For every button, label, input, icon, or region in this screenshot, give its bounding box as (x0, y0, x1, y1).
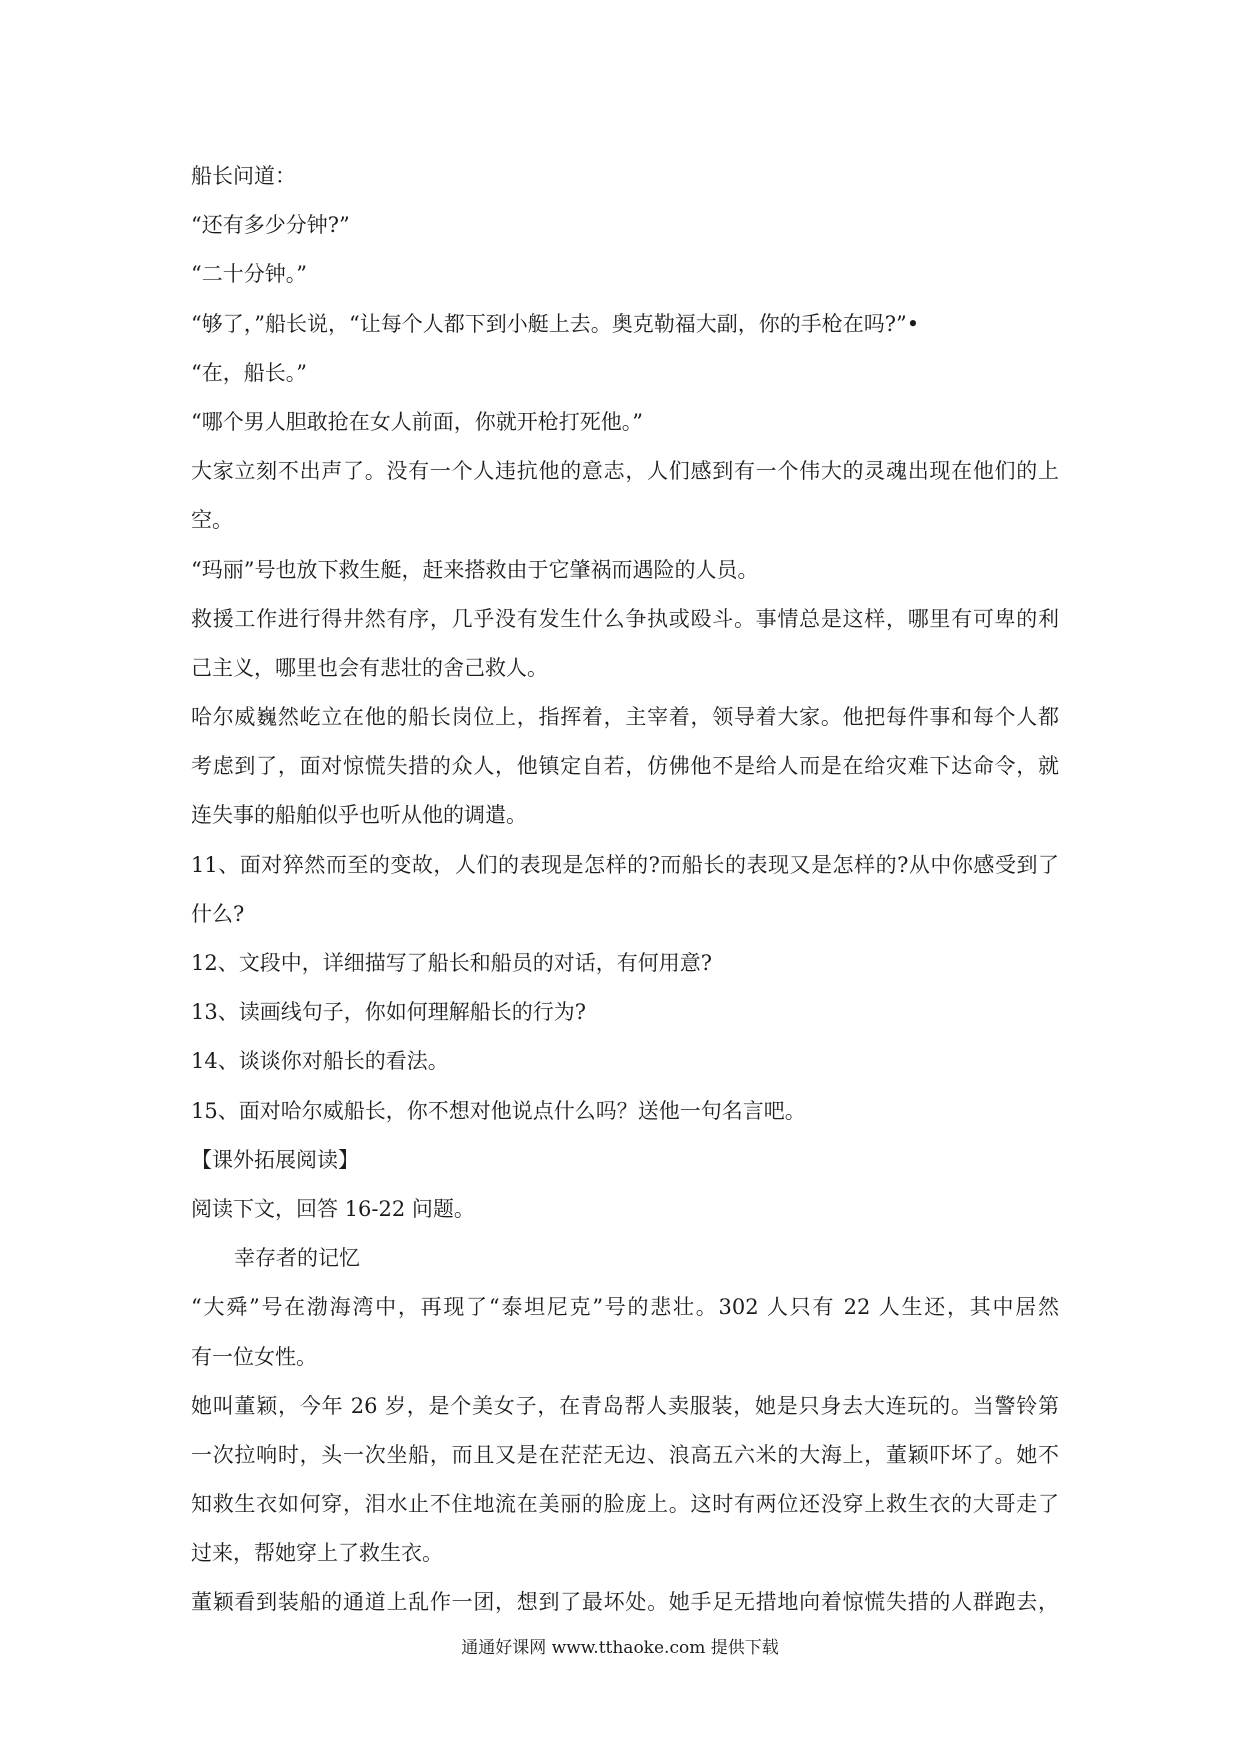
paragraph-line: “二十分钟。” (191, 262, 307, 287)
paragraph-line: “玛丽”号也放下救生艇，赶来搭救由于它肇祸而遇险的人员。 (191, 557, 759, 582)
paragraph-line: 己主义，哪里也会有悲壮的舍己救人。 (191, 655, 548, 680)
question-line: 14、谈谈你对船长的看法。 (191, 1049, 449, 1074)
paragraph-line: 董颖看到装船的通道上乱作一团，想到了最坏处。她手足无措地向着惊慌失措的人群跑去， (191, 1590, 1059, 1615)
question-line: 什么? (191, 901, 245, 926)
paragraph-line: “在，船长。” (191, 360, 307, 385)
paragraph-line: 空。 (191, 508, 233, 533)
paragraph-line: 有一位女性。 (191, 1344, 317, 1369)
paragraph-line: “够了，”船长说，“让每个人都下到小艇上去。奥克勒福大副，你的手枪在吗?”• (191, 311, 920, 336)
paragraph-line: 救援工作进行得井然有序，几乎没有发生什么争执或殴斗。事情总是这样，哪里有可卑的利 (191, 606, 1059, 631)
paragraph-line: 连失事的船舶似乎也听从他的调遣。 (191, 803, 527, 828)
paragraph-line: 船长问道： (191, 164, 296, 188)
page-footer: 通通好课网 www.tthaoke.com 提供下载 (461, 1638, 779, 1658)
paragraph-line: 过来，帮她穿上了救生衣。 (191, 1541, 443, 1566)
document-body (191, 152, 1059, 1628)
paragraph-line: “大舜”号在渤海湾中，再现了“泰坦尼克”号的悲壮。302 人只有 22 人生还，其中居然 (191, 1295, 1059, 1320)
question-line: 11、面对猝然而至的变故，人们的表现是怎样的?而船长的表现又是怎样的?从中你感受到了 (191, 852, 1059, 877)
section-heading: 【课外拓展阅读】 (191, 1147, 359, 1172)
question-line: 12、文段中，详细描写了船长和船员的对话，有何用意? (191, 951, 712, 975)
paragraph-line: 大家立刻不出声了。没有一个人违抗他的意志，人们感到有一个伟大的灵魂出现在他们的上 (191, 459, 1059, 484)
question-line: 13、读画线句子，你如何理解船长的行为? (191, 1000, 586, 1025)
question-line: 15、面对哈尔威船长，你不想对他说点什么吗？送他一句名言吧。 (191, 1098, 806, 1123)
paragraph-line: “还有多少分钟?” (191, 213, 350, 238)
paragraph-line: 哈尔威巍然屹立在他的船长岗位上，指挥着，主宰着，领导着大家。他把每件事和每个人都 (191, 705, 1059, 730)
paragraph-line: 考虑到了，面对惊慌失措的众人，他镇定自若，仿佛他不是给人而是在给灾难下达命令，就 (191, 754, 1059, 779)
instruction-line: 阅读下文，回答 16-22 问题。 (191, 1196, 475, 1221)
paragraph-line: 知救生衣如何穿，泪水止不住地流在美丽的脸庞上。这时有两位还没穿上救生衣的大哥走了 (191, 1492, 1059, 1517)
paragraph-line: “哪个男人胆敢抢在女人前面，你就开枪打死他。” (191, 409, 643, 434)
article-title: 幸存者的记忆 (234, 1246, 360, 1271)
paragraph-line: 一次拉响时，头一次坐船，而且又是在茫茫无边、浪高五六米的大海上，董颖吓坏了。她不 (191, 1442, 1059, 1467)
paragraph-line: 她叫董颖，今年 26 岁，是个美女子，在青岛帮人卖服装，她是只身去大连玩的。当警铃第 (191, 1393, 1059, 1418)
